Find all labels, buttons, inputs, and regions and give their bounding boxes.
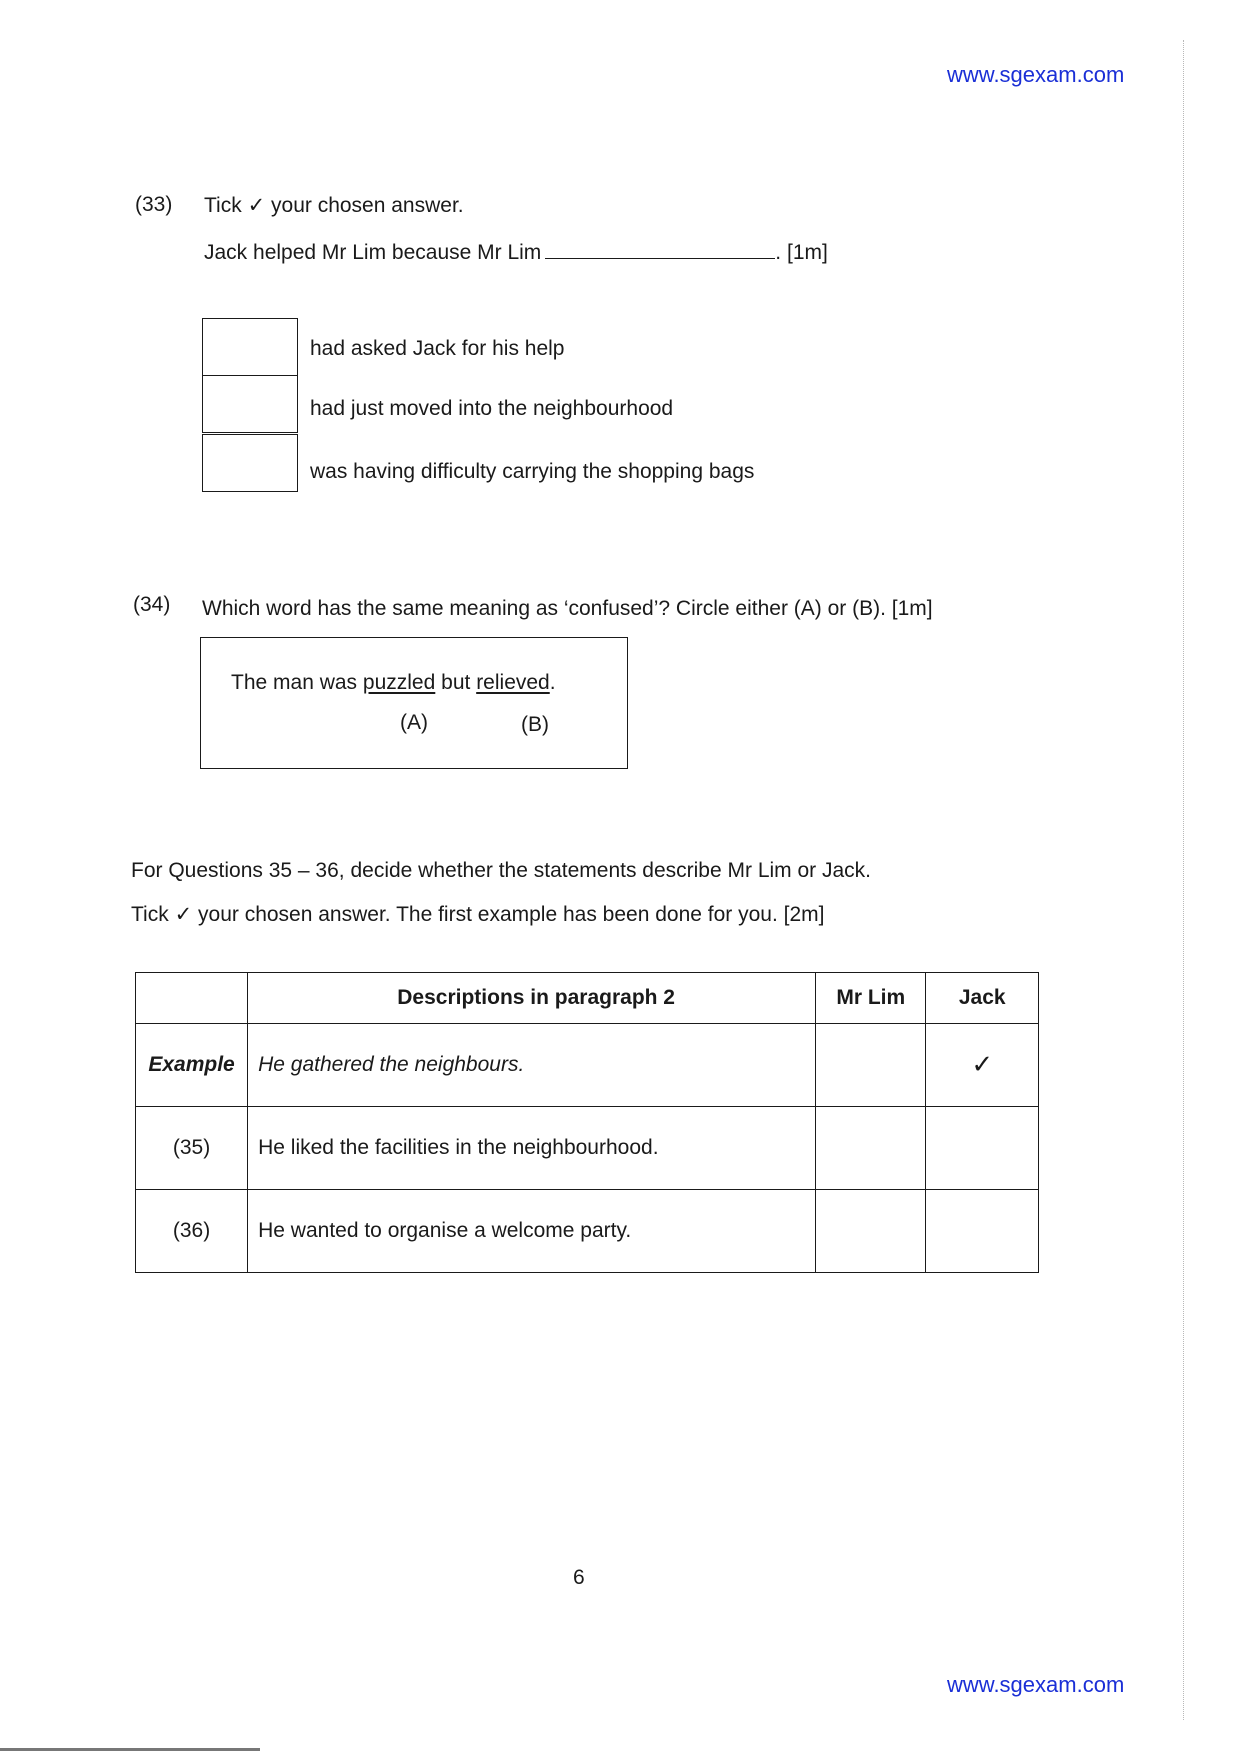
table-header-row <box>136 973 1039 1024</box>
q34-word-b[interactable]: relieved <box>476 671 550 694</box>
header-site-link[interactable]: www.sgexam.com <box>947 62 1125 87</box>
q34-sentence <box>231 671 556 695</box>
page-number: 6 <box>573 1566 585 1589</box>
q33-marks: [1m] <box>786 241 828 264</box>
descriptions-table <box>135 972 1039 1273</box>
jack-tick-cell[interactable] <box>926 1107 1039 1190</box>
mr-lim-tick-cell[interactable] <box>816 1190 926 1273</box>
jack-tick-cell[interactable]: ✓ <box>926 1024 1039 1107</box>
row-label-35: (35) <box>136 1107 248 1190</box>
mr-lim-tick-cell[interactable] <box>816 1107 926 1190</box>
q34-sentence-box <box>200 637 628 769</box>
q33-instruction <box>204 193 464 218</box>
q33-option-1-label: had asked Jack for his help <box>310 337 565 360</box>
q34-marks: [1m] <box>891 597 933 620</box>
q33-option-3-checkbox[interactable] <box>202 434 298 492</box>
q33-instruction-pre: Tick <box>204 194 242 217</box>
scan-edge-line <box>1183 40 1185 1720</box>
row-description: He wanted to organise a welcome party. <box>248 1190 816 1273</box>
q33-option-2-label: had just moved into the neighbourhood <box>310 397 674 420</box>
tick-icon: ✓ <box>247 193 266 217</box>
q33-option-3-label: was having difficulty carrying the shopping bags <box>310 460 755 483</box>
q33-stem <box>204 240 828 265</box>
q35-36-instruction-pre: Tick <box>131 903 169 926</box>
q34-sentence-mid: but <box>441 671 471 694</box>
row-description: He liked the facilities in the neighbourhood. <box>248 1107 816 1190</box>
q35-36-instruction-post: your chosen answer. The first example has been done for you. [2m] <box>198 903 825 926</box>
table-header-blank <box>136 973 248 1024</box>
mr-lim-tick-cell[interactable] <box>816 1024 926 1107</box>
q35-36-intro: For Questions 35 – 36, decide whether the statements describe Mr Lim or Jack. <box>131 859 872 882</box>
q33-number: (33) <box>135 193 173 216</box>
row-description: He gathered the neighbours. <box>248 1024 816 1107</box>
q33-stem-text: Jack helped Mr Lim because Mr Lim <box>204 241 542 264</box>
table-row <box>136 1107 1039 1190</box>
q34-option-b-label[interactable]: (B) <box>521 713 549 736</box>
scan-bottom-bar <box>0 1748 260 1751</box>
q34-question <box>202 597 933 621</box>
q34-number: (34) <box>133 593 171 616</box>
q33-answer-blank[interactable] <box>545 240 775 259</box>
q33-option-2-checkbox[interactable] <box>202 375 298 433</box>
q33-instruction-post: your chosen answer. <box>271 194 464 217</box>
table-header-descriptions: Descriptions in paragraph 2 <box>248 973 816 1024</box>
table-header-jack: Jack <box>926 973 1039 1024</box>
row-label-36: (36) <box>136 1190 248 1273</box>
q34-question-text: Which word has the same meaning as ‘confused’? Circle either (A) or (B). <box>202 597 886 620</box>
q33-stem-end: . <box>775 241 782 264</box>
table-row <box>136 1024 1039 1107</box>
q34-word-a[interactable]: puzzled <box>362 671 436 694</box>
table-row <box>136 1190 1039 1273</box>
q34-option-a-label[interactable]: (A) <box>400 711 428 734</box>
tick-icon: ✓ <box>174 902 193 926</box>
row-label-example: Example <box>136 1024 248 1107</box>
q35-36-instruction <box>131 902 824 927</box>
jack-tick-cell[interactable] <box>926 1190 1039 1273</box>
q34-sentence-end: . <box>549 671 556 694</box>
footer-site-link[interactable]: www.sgexam.com <box>947 1672 1125 1697</box>
q33-option-1-checkbox[interactable] <box>202 318 298 376</box>
table-header-mr-lim: Mr Lim <box>816 973 926 1024</box>
q34-sentence-pre: The man was <box>231 671 358 694</box>
